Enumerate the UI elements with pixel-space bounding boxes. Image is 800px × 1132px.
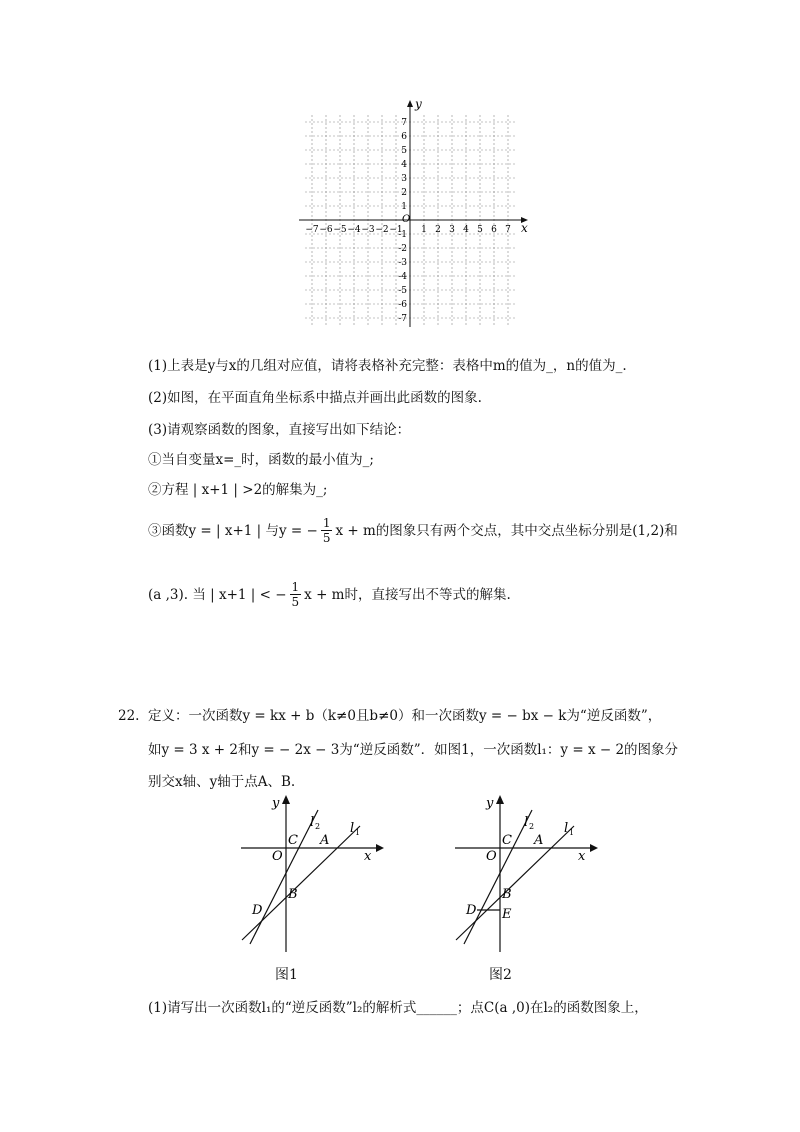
- line-l2-label: l: [524, 815, 529, 830]
- x-tick-label: −7: [305, 225, 319, 235]
- line-l1-label: l: [350, 821, 355, 836]
- line-l2-subscript: 2: [315, 822, 321, 831]
- q21-c3-text-a: ③函数y = | x+1 | 与y = −: [148, 522, 318, 539]
- y-tick-label: -3: [398, 258, 407, 268]
- q21-c3-text-b: x + m的图象只有两个交点，其中交点坐标分别是(1,2)和: [335, 522, 678, 539]
- y-tick-label: 6: [401, 132, 407, 142]
- y-axis-arrow: [282, 795, 290, 804]
- q21-part2: (2)如图，在平面直角坐标系中描点并画出此函数的图象.: [148, 390, 482, 406]
- x-axis-label: x: [364, 849, 372, 864]
- y-axis-label: y: [486, 796, 494, 811]
- y-tick-label: -4: [398, 272, 407, 282]
- x-tick-label: 1: [421, 225, 427, 235]
- q21-part1: (1)上表是y与x的几组对应值，请将表格补充完整：表格中m的值为_，n的值为_.: [148, 358, 627, 374]
- figure-1-caption: 图1: [275, 967, 298, 983]
- x-tick-label: −5: [333, 225, 347, 235]
- y-tick-label: -7: [398, 314, 407, 324]
- y-axis-arrow: [496, 795, 504, 804]
- y-tick-label: 5: [401, 146, 407, 156]
- point-e-label: E: [502, 907, 512, 922]
- x-tick-label: 5: [477, 225, 483, 235]
- x-axis-label: x: [521, 221, 528, 235]
- point-c-label: C: [288, 833, 298, 848]
- x-tick-label: 3: [449, 225, 455, 235]
- x-tick-label: −3: [361, 225, 375, 235]
- y-tick-label: 2: [401, 188, 407, 198]
- origin-label: O: [486, 849, 497, 864]
- y-tick-label: -1: [398, 230, 407, 240]
- y-tick-label: -6: [398, 300, 407, 310]
- q22-part1: (1)请写出一次函数l₁的“逆反函数”l₂的解析式______；点C(a ,0)在l₂的函数图象上，: [148, 1000, 648, 1016]
- figure-2-caption: 图2: [489, 967, 512, 983]
- q22-line2: 如y = 3 x + 2和y = − 2x − 3为“逆反函数”．如图1，一次函数l₁：y = x − 2的图象分: [148, 742, 679, 758]
- y-tick-label: 7: [401, 118, 407, 128]
- x-axis-arrow: [590, 844, 598, 852]
- fraction-numerator: 1: [322, 516, 331, 530]
- q22-line1: 定义：一次函数y = kx + b（k≠0且b≠0）和一次函数y = − bx − k为“逆反函数”，: [148, 708, 662, 724]
- figure-1: [236, 792, 386, 957]
- point-c-label: C: [502, 833, 512, 848]
- x-tick-label: 7: [505, 225, 511, 235]
- x-tick-label: −2: [375, 225, 389, 235]
- line-l2-label: l: [310, 815, 315, 830]
- q21-c4-text-a: (a ,3). 当 | x+1 | < −: [148, 586, 287, 603]
- coordinate-grid-svg: [295, 98, 530, 330]
- figure-2: [450, 792, 600, 957]
- q21-conclusion-2: ②方程 | x+1 | >2的解集为_;: [148, 482, 328, 498]
- line-l1-subscript: 1: [355, 828, 361, 837]
- y-axis-label: y: [272, 796, 280, 811]
- figure-1-svg: [236, 792, 386, 957]
- point-b-label: B: [288, 887, 298, 902]
- origin-label: O: [272, 849, 283, 864]
- x-tick-label: 2: [435, 225, 441, 235]
- q21-inequality: [148, 580, 511, 609]
- y-tick-label: 1: [401, 202, 407, 212]
- fraction-numerator: 1: [291, 580, 300, 594]
- line-l2-subscript: 2: [529, 822, 535, 831]
- point-d-label: D: [466, 903, 477, 918]
- y-tick-label: 3: [401, 174, 407, 184]
- fraction-denominator: 5: [291, 595, 300, 609]
- coordinate-grid: [295, 98, 530, 330]
- y-tick-label: -2: [398, 244, 407, 254]
- line-l1-subscript: 1: [569, 828, 575, 837]
- point-a-label: A: [320, 833, 330, 848]
- q21-conclusion-3: [148, 516, 678, 545]
- x-tick-label: −1: [389, 225, 403, 235]
- y-axis-label: y: [415, 98, 422, 111]
- point-b-label: B: [502, 887, 512, 902]
- y-axis-arrow: [407, 100, 413, 107]
- x-tick-label: 4: [463, 225, 469, 235]
- q21-conclusion-1: ①当自变量x=_时，函数的最小值为_;: [148, 452, 374, 468]
- y-tick-label: 4: [401, 160, 407, 170]
- point-a-label: A: [534, 833, 544, 848]
- x-tick-label: −4: [347, 225, 361, 235]
- x-tick-label: 6: [491, 225, 497, 235]
- q22-line3: 别交x轴、y轴于点A、B.: [148, 774, 296, 790]
- x-tick-label: −6: [319, 225, 333, 235]
- line-l1-label: l: [564, 821, 569, 836]
- q21-part3: (3)请观察函数的图象，直接写出如下结论：: [148, 422, 411, 438]
- origin-label: O: [402, 214, 411, 225]
- x-axis-arrow: [376, 844, 384, 852]
- figure-2-svg: [450, 792, 600, 957]
- y-tick-label: -5: [398, 286, 407, 296]
- point-d-label: D: [252, 903, 263, 918]
- x-axis-label: x: [578, 849, 586, 864]
- fraction: [290, 580, 302, 609]
- q22-number: 22.: [118, 708, 140, 724]
- fraction-denominator: 5: [322, 531, 331, 545]
- q21-c4-text-b: x + m时，直接写出不等式的解集.: [304, 586, 511, 603]
- fraction: [321, 516, 333, 545]
